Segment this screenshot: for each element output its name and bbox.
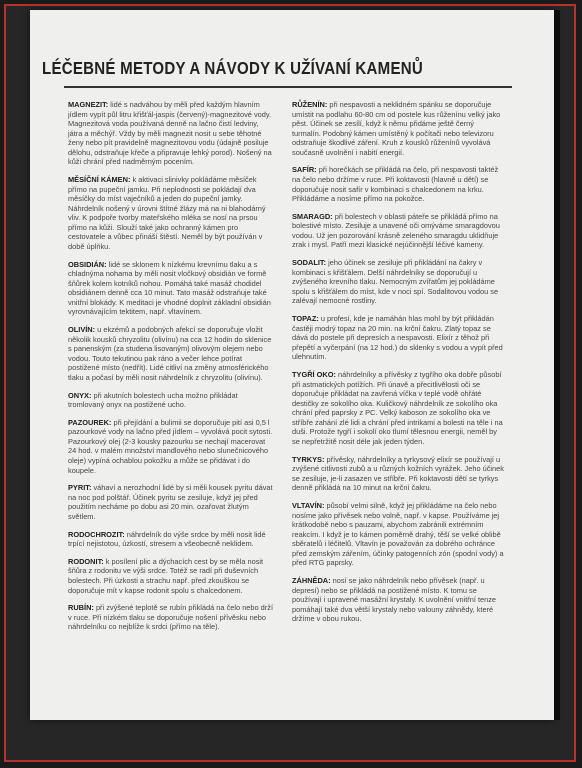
stone-description: náhrdelník do výše srdce by měli nosit lidé trpící nejistotou, úzkostí, stresem a všeobecně neklidem. (68, 529, 266, 549)
stone-description: při zvýšené teplotě se rubín přikládá na čelo nebo drží v ruce. Při nízkém tlaku se doporučuje nošení přívěsku nebo náhrdelníku co nejblíže k srdci (přímo na těle). (68, 603, 274, 632)
stone-name: VLTAVÍN: (292, 501, 325, 510)
stone-entry (292, 165, 504, 203)
stone-name: TYGŘÍ OKO: (292, 370, 336, 380)
stone-name: SAFÍR: (292, 165, 317, 175)
stone-name: RODOCHROZIT: (68, 529, 125, 539)
stone-name: OBSIDIÁN: (68, 259, 107, 269)
stone-entry (68, 557, 273, 595)
stone-name: TOPAZ: (292, 314, 319, 324)
stone-entry (292, 100, 504, 157)
stone-description: při bolestech v oblasti páteře se přikládá přímo na bolestivé místo. Zesiluje a unavené oči omýváme smaragdovou vodou. Už jen pozorování krásně zeleného smaragdu uklidňuje zrak i mysl. Patří mezi klasické nejúčinnější léčivé kameny. (292, 211, 500, 250)
stone-entry (292, 576, 504, 624)
stone-description: při horečkách se přikládá na čelo, při nespavosti taktéž na čelo nebo držíme v ruce. Při koktavosti (hlavně u dětí) se doporučuje nosit safír v kombinaci s chalcedonem na krku. Přikládáme a nosíme přímo na pokožce. (292, 165, 499, 204)
stone-entry (292, 212, 504, 250)
stone-name: ZÁHNĚDA: (292, 576, 331, 586)
stone-description: u profesí, kde je namáhán hlas mohl by být přikládán častěji modrý topaz na 20 min. na krční čakru. Zlatý topaz se dává do postele při depresích a nespavosti. Elixír z těhož při přepětí a vyčerpání (na 12 hod.) do sklenky s vodou a vypít před ulehnutím. (292, 314, 503, 362)
stone-entry (292, 258, 504, 306)
stone-name: PYRIT: (68, 483, 92, 493)
stone-description: působí velmi silně, když jej přikládáme na čelo nebo nosíme jako přívěsek nebo volně, např. v kapse. Používáme jej krátkodobě nebo s pauzami, abychom zabránili extrémním reakcím. I když je to kámen poměrně drahý, těší se velké oblibě sběratelů i léčitelů. Vltavín je považován za dobrého ochránce před zemským zářením, účinky patogenních zón (spodní vody) a před RTG paprsky. (292, 501, 504, 568)
left-column (68, 100, 273, 640)
panel-shadow-edge (554, 10, 560, 720)
stone-description: jeho účinek se zesiluje při přikládání na čakry v kombinaci s křišťálem. Delší náhrdelníky se doporučují u zvýšeného krevního tlaku. Nemocným zvířatům jej pokládáme spolu s křišťálem do míst, kde v noci spí. Sodalitovou vodou se zalévají nemocné rostliny. (292, 258, 499, 306)
stone-entry (68, 260, 273, 317)
stone-entry (68, 418, 273, 475)
stone-entry (68, 391, 273, 410)
stone-name: ONYX: (68, 390, 92, 400)
stone-entry (68, 100, 273, 167)
stone-entry (292, 370, 504, 446)
stone-description: u ekzémů a podobných afekcí se doporučuje vložit několik kousků chryzolitu (olivínu) na cca 12 hodin do sklenice s panenským (za studena lisovaným) olivovým olejem nebo vodou. Touto tekutinou pak ráno a večer lehce potírat postižené místo (nedřít). Lidé citliví na změny atmosférického tlaku a počasí by měli nosit náhrdelník z chryzolitu (olivínu). (68, 325, 272, 382)
stone-description: náhrdelníky a přívěsky z tygřího oka dobře působí při astmatických potížích. Při únavě a přecitlivělosti oči se doporučuje přikládat na zavřená víčka v teplé vodě ohřáté destičky ze sokolího oka. Kuličkový náhrdelník ze sokolího oka chrání před paprsky z PC. Velký kaboson ze sokolího oka ve stříbře zahání zlé lidi a chrání před intrikami a bolesti na těle i na duši. Protože tygří i sokolí oko tlumí tělesnou energii, neměl by se nepřetržitě nosit déle jak jeden týden. (292, 370, 503, 446)
stone-name: MAGNEZIT: (68, 100, 109, 109)
stone-description: přívěsky, náhrdelníky a tyrkysový elixír se používají u zvýšené citlivosti zubů a u různých kožních vyrážek. Jeho účinek se zesiluje, je-li zasazen ve stříbře. Při koktavosti dětí se tyrkys denně přikládá na 10 minut na krční čakru. (292, 454, 504, 493)
stone-description: váhaví a nerozhodní lidé by si měli kousek pyritu dávat na noc pod polštář. Účinek pyritu se zesiluje, když jej před použitím necháme po dobu asi 20 min. ozařovat žlutým světlem. (68, 483, 273, 521)
stone-name: SMARAGD: (292, 211, 333, 221)
stone-name: PAZOUREK: (68, 417, 112, 427)
stone-description: lidé se sklonem k nízkému krevnímu tlaku a s chladnýma nohama by měli nosit vločkový obsidián ve formě šňůrek kolem kotníků nohou. Pomáhá také masáž chodidel obsidiánem denně cca 10 minut. Tato masáž odstraňuje také vnitřní blokády. K meditaci je vhodné doplnit základní obsidián vyrovnávajícím tektitem, např. vltavínem. (68, 259, 271, 317)
stone-entry (68, 483, 273, 521)
stone-entry (68, 175, 273, 251)
stone-entry (292, 501, 504, 568)
stone-entry (68, 603, 273, 632)
stone-entry (292, 455, 504, 493)
stone-description: k posílení plic a dýchacích cest by se měla nosit šňůra z rodonitu ve výši srdce. Totéž se radí při duševních bolestech. Při úzkosti a strachu např. před zkouškou se doporučuje mít v kapse rodonit spolu s chalcedonem. (68, 556, 264, 595)
stone-description: k aktivaci slinivky pokládáme měsíček přímo na pupeční jamku. Při neplodnosti se pokládají dva měsíčky do míst vaječníků a jeden do pupeční jamky. Náhrdelník nošený v úrovni štítné žlázy má na ni blahodárný vliv. K podpoře tvorby mateřského mléka se nosí na prsou přímo na kůži. Slouží také jako ochranný kámen pro cestovatele a vůbec přináší štěstí. Neměl by být používán v době úplňku. (68, 175, 266, 251)
stone-description: nosí se jako náhrdelník nebo přívěsek (např. u depresí) nebo se přikládá na postižené místo. K tomu se používají i upravené masážní krystaly. K uvolnění vnitřní tenze pomáhají také dva větší krystaly nebo valouny záhnědy, které držíme v obou rukou. (292, 576, 497, 624)
stone-name: SODALIT: (292, 258, 327, 268)
stone-description: při přejídání a bulimii se doporučuje pití asi 0,5 l pazourkové vody na lačno před jídlem – vyvolává pocit sytosti. Pazourkový olej (2-3 kousky pazourku se nechají macerovat 24 hod. v malém množství mandlového nebo slunečnicového oleje) vypíná ochablou pokožku a může se přidávat i do koupele. (68, 417, 273, 475)
stone-name: MĚSÍČNÍ KÁMEN: (68, 175, 131, 185)
stone-name: TYRKYS: (292, 454, 325, 464)
stone-entry (68, 530, 273, 549)
stone-description: při nespavosti a neklidném spánku se doporučuje umístit na podlahu 60-80 cm od postele kus růženínu velký jako pěst. Účinek se zesílí, když k němu přidáme ještě černý turmalín. Podobný kámen umístěný k počítači nebo televizoru odstraňuje škodlivé záření. Kruh z kousků růženínů vyvolává současně uvolnění i nabití energií. (292, 100, 501, 157)
stone-name: RŮŽENÍN: (292, 100, 328, 109)
stone-name: OLIVÍN: (68, 325, 96, 335)
right-column (292, 100, 504, 632)
stone-entry (292, 314, 504, 362)
stone-description: lidé s nadváhou by měli před každým hlavním jídlem vypít půl litru křišťál-jaspis (červený)-magnezitové vody. Magnezitová voda používaná denně na lačno čistí ledviny, játra a měchýř. Vždy by měli magnezit nosit u sebe těhotné ženy nebo pít pravidelně magnezitovou vodu (údajně posiluje dělohu, odstraňuje křeče a připravuje lehký porod). Nošený na kůži chrání před nadměrným pocením. (68, 100, 272, 167)
page-title: LÉČEBNÉ METODY A NÁVODY K UŽÍVANÍ KAMENŮ (42, 58, 424, 78)
stone-description: při akutních bolestech ucha možno přikládat tromlovaný onyx na postižené ucho. (68, 390, 238, 410)
title-underline (64, 86, 512, 88)
stone-entry (68, 325, 273, 382)
stone-name: RODONIT: (68, 556, 104, 566)
stone-name: RUBÍN: (68, 603, 94, 613)
